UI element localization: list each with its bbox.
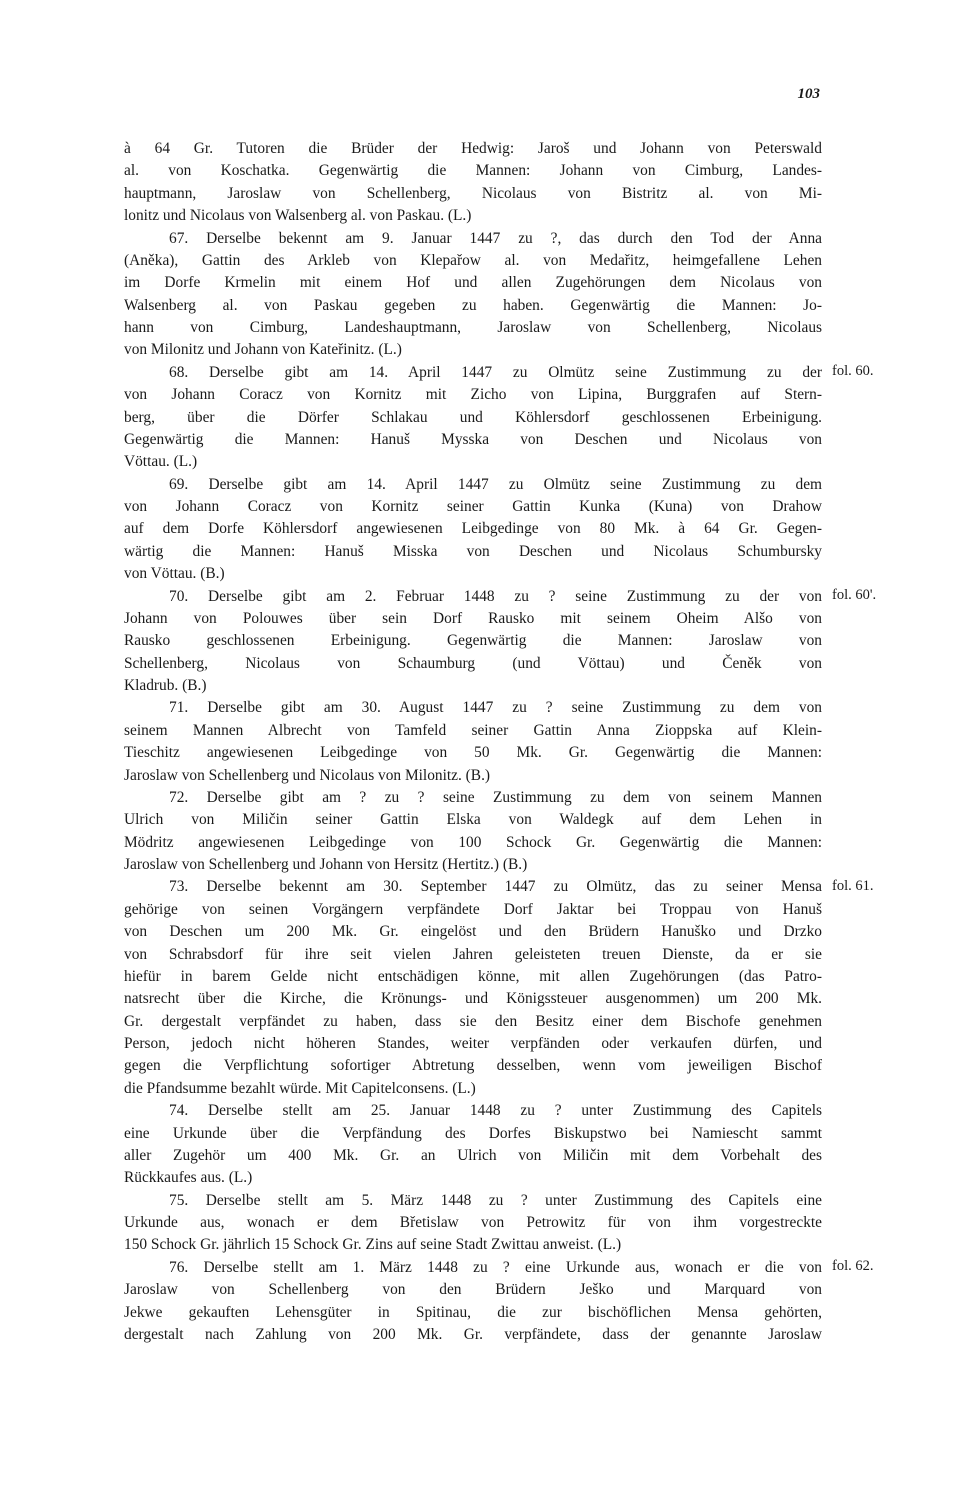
text-block (124, 138, 822, 1346)
text-line: von Johann Coracz von Kornitz mit Zicho von Lipina, Burggrafen auf Stern- (124, 386, 822, 404)
text-line: im Dorfe Krmelin mit einem Hof und allen Zugehörungen dem Nicolaus von (124, 274, 822, 292)
text-line: Jekwe gekauften Lehensgüter in Spitinau, die zur bischöflichen Mensa gehörten, (124, 1303, 822, 1321)
text-line: 73. Derselbe bekennt am 30. September 1447 zu Olmütz, das zu seiner Mensa (169, 878, 822, 896)
text-line: Tieschitz angewiesenen Leibgedinge von 50 Mk. Gr. Gegenwärtig die Mannen: (124, 744, 822, 762)
text-line: von Milonitz und Johann von Kateřinitz. (L.) (124, 341, 402, 359)
text-line: Rausko geschlossenen Erbeinigung. Gegenwärtig die Mannen: Jaroslaw von (124, 632, 822, 650)
text-line: wärtig die Mannen: Hanuš Misska von Deschen und Nicolaus Schumbursky (124, 542, 822, 560)
text-line: Gegenwärtig die Mannen: Hanuš Mysska von Deschen und Nicolaus von (124, 430, 822, 448)
text-line: 72. Derselbe gibt am ? zu ? seine Zustimmung zu dem von seinem Mannen (169, 788, 822, 806)
text-line: 67. Derselbe bekennt am 9. Januar 1447 zu ?, das durch den Tod der Anna (169, 229, 822, 247)
page-number: 103 (797, 86, 820, 102)
text-line: Jaroslaw von Schellenberg und Johann von Hersitz (Hertitz.) (B.) (124, 856, 528, 873)
folio-margin-note: fol. 60. (832, 362, 874, 379)
text-line: aller Zugehör um 400 Mk. Gr. an Ulrich von Miličin mit dem Vorbehalt des (124, 1146, 822, 1164)
text-line: hiefür in barem Gelde nicht entschädigen könne, mit allen Zugehörungen (das Patro- (124, 967, 822, 985)
text-line: Urkunde aus, wonach er dem Břetislaw von Petrowitz für von ihm vorgestreckte (124, 1214, 822, 1231)
text-line: Ulrich von Miličin seiner Gattin Elska von Waldegk auf dem Lehen in (124, 811, 822, 829)
text-line: von Vöttau. (B.) (124, 565, 225, 583)
text-line: Rückkaufes aus. (L.) (124, 1169, 253, 1187)
text-line: hauptmann, Jaroslaw von Schellenberg, Nicolaus von Bistritz al. von Mi- (124, 184, 822, 202)
text-line: al. von Koschatka. Gegenwärtig die Mannen: Johann von Cimburg, Landes- (124, 162, 822, 180)
text-line: von Johann Coracz von Kornitz seiner Gattin Kunka (Kuna) von Drahow (124, 498, 822, 515)
text-line: 71. Derselbe gibt am 30. August 1447 zu ? seine Zustimmung zu dem von (169, 699, 822, 717)
text-line: berg, über die Dörfer Schlakau und Köhlersdorf geschlossenen Erbeinigung. (124, 408, 822, 426)
text-line: à 64 Gr. Tutoren die Brüder der Hedwig: Jaroš und Johann von Peterswald (124, 140, 822, 157)
text-line: Mödritz angewiesenen Leibgedinge von 100 Schock Gr. Gegenwärtig die Mannen: (124, 833, 822, 851)
text-line: Vöttau. (L.) (124, 453, 198, 471)
text-line: auf dem Dorfe Köhlersdorf angewiesenen Leibgedinge von 80 Mk. à 64 Gr. Gegen- (124, 520, 822, 538)
folio-margin-note: fol. 60'. (832, 586, 877, 603)
text-line: Person, jedoch nicht höheren Standes, weiter verpfänden oder verkaufen dürfen, und (124, 1035, 822, 1052)
text-line: von Deschen um 200 Mk. Gr. eingelöst und den Brüdern Hanuško und Drzko (124, 923, 822, 941)
text-line: 70. Derselbe gibt am 2. Februar 1448 zu ? seine Zustimmung zu der von (169, 587, 822, 605)
text-line: 75. Derselbe stellt am 5. März 1448 zu ? unter Zustimmung des Capitels eine (169, 1191, 822, 1209)
text-line: hann von Cimburg, Landeshauptmann, Jaroslaw von Schellenberg, Nicolaus (124, 319, 822, 336)
text-line: die Pfandsumme bezahlt würde. Mit Capitelconsens. (L.) (124, 1079, 476, 1097)
text-line: Schellenberg, Nicolaus von Schaumburg (und Vöttau) und Čeněk von (124, 654, 822, 672)
text-line: seinem Mannen Albrecht von Tamfeld seiner Gattin Anna Zioppska auf Klein- (124, 721, 822, 739)
text-line: 68. Derselbe gibt am 14. April 1447 zu Olmütz seine Zustimmung zu der (169, 363, 822, 381)
text-line: Jaroslaw von Schellenberg und Nicolaus von Milonitz. (B.) (124, 766, 491, 784)
text-line: Gr. dergestalt verpfändet zu haben, dass sie den Besitz einer dem Bischofe genehmen (124, 1012, 822, 1030)
text-line: Johann von Polouwes über sein Dorf Rausko mit seinem Oheim Alšo von (124, 609, 822, 627)
folio-margin-note: fol. 62. (832, 1258, 874, 1274)
text-line: lonitz und Nicolaus von Walsenberg al. von Paskau. (L.) (124, 207, 472, 225)
text-line: natsrecht über die Kirche, die Krönungs- und Königssteuer ausgenommen) um 200 Mk. (124, 990, 822, 1008)
text-line: eine Urkunde über die Verpfändung des Dorfes Biskupstwo bei Namiescht sammt (124, 1124, 822, 1142)
text-line: 76. Derselbe stellt am 1. März 1448 zu ? eine Urkunde aus, wonach er die von (169, 1258, 822, 1276)
text-line: Kladrub. (B.) (124, 677, 207, 694)
text-line: 74. Derselbe stellt am 25. Januar 1448 zu ? unter Zustimmung des Capitels (169, 1102, 822, 1120)
folio-margin-note: fol. 61. (832, 877, 874, 894)
text-line: gegen die Verpflichtung sofortiger Abtretung desselben, wenn vom jeweiligen Bischof (124, 1057, 822, 1075)
text-line: 69. Derselbe gibt am 14. April 1447 zu Olmütz seine Zustimmung zu dem (169, 475, 822, 493)
text-line: dergestalt nach Zahlung von 200 Mk. Gr. verpfändete, dass der genannte Jaroslaw (124, 1325, 822, 1343)
text-line: Jaroslaw von Schellenberg von den Brüdern Ješko und Marquard von (124, 1281, 822, 1299)
text-line: (Aněka), Gattin des Arkleb von Klepařow al. von Medařitz, heimgefallene Lehen (124, 251, 822, 269)
text-line: Walsenberg al. von Paskau gegeben zu haben. Gegenwärtig die Mannen: Jo- (124, 296, 822, 314)
text-line: 150 Schock Gr. jährlich 15 Schock Gr. Zins auf seine Stadt Zwittau anweist. (L.) (124, 1236, 622, 1254)
text-line: von Schrabsdorf für ihre seit vielen Jahren geleisteten treuen Dienste, da er sie (124, 945, 822, 963)
text-line: gehörige von seinen Vorgängern verpfändete Dorf Jaktar bei Troppau von Hanuš (124, 900, 822, 918)
